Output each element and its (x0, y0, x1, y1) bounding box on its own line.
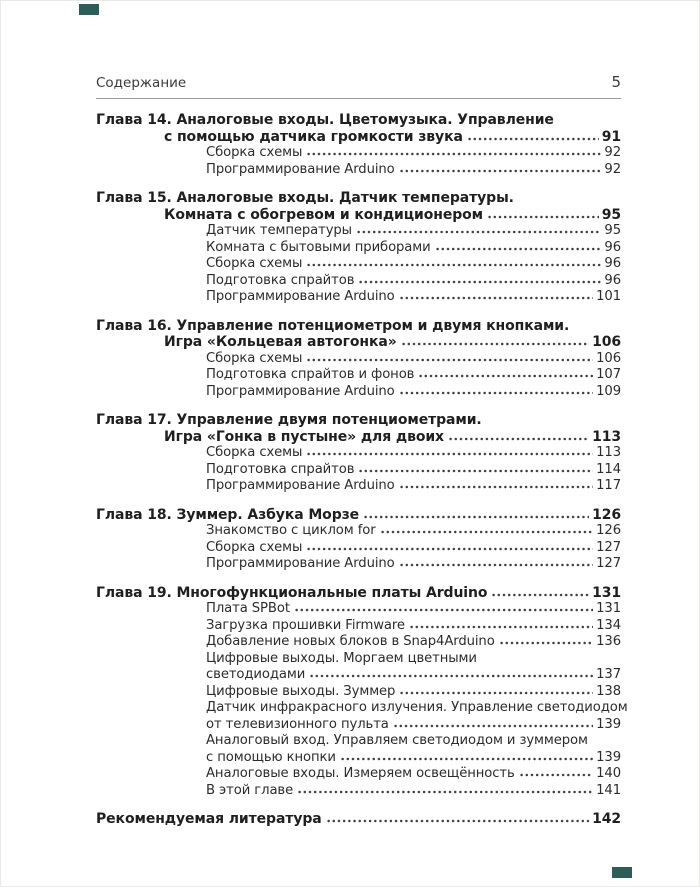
dot-leader (449, 437, 589, 441)
toc-entry (96, 584, 628, 800)
toc-entry-title: Рекомендуемая литература (96, 811, 322, 827)
toc-line (96, 367, 621, 384)
dot-leader (492, 593, 589, 597)
toc-sub-entry (96, 273, 621, 290)
toc-entry (96, 190, 621, 306)
toc-page-number: 140 (596, 766, 621, 781)
toc-line (96, 223, 621, 240)
toc-line (96, 256, 621, 273)
toc-line (96, 540, 621, 557)
toc-entry-title: Сборка схемы (206, 539, 303, 555)
toc-sub-entry (96, 700, 628, 733)
toc-page-number: 141 (596, 782, 621, 798)
toc-entry-title: Глава 14. Аналоговые входы. Цветомузыка. Управление (96, 112, 554, 128)
toc-sub-entry (96, 651, 621, 684)
toc-line (96, 523, 621, 540)
toc-header (96, 73, 621, 91)
toc-list (96, 112, 628, 828)
toc-page-number: 137 (596, 667, 621, 682)
toc-sub-entry (96, 145, 621, 162)
toc-sub-entry (96, 384, 621, 401)
toc-page-number: 106 (592, 334, 621, 350)
toc-entry-title: Комната с бытовыми приборами (206, 239, 431, 255)
toc-line (96, 811, 621, 828)
toc-page-number: 142 (592, 811, 621, 827)
toc-line (96, 318, 621, 335)
toc-line (96, 384, 621, 401)
dot-leader (364, 515, 589, 519)
toc-line (96, 273, 621, 290)
corner-mark-top (79, 4, 99, 15)
dot-leader (400, 391, 593, 395)
toc-page-number: 117 (596, 478, 621, 493)
toc-page-number: 138 (596, 683, 621, 699)
toc-page-number: 136 (596, 634, 621, 649)
dot-leader (307, 358, 593, 362)
dot-leader (400, 169, 602, 173)
toc-page-number: 91 (601, 128, 621, 145)
dot-leader (436, 247, 602, 251)
toc-page-number: 95 (604, 223, 621, 238)
dot-leader (500, 641, 593, 645)
toc-entry-title: Сборка схемы (206, 145, 303, 160)
toc-page-number: 106 (596, 350, 621, 366)
toc-page-number: 96 (604, 256, 621, 271)
toc-sub-entry (96, 618, 621, 635)
page-title: Содержание (96, 75, 187, 91)
toc-entry-title: Игра «Кольцевая автогонка» (164, 334, 397, 350)
toc-page-number: 127 (596, 556, 621, 571)
toc-line (96, 129, 621, 146)
dot-leader (307, 452, 593, 456)
dot-leader (307, 263, 601, 267)
toc-entry-title: Датчик инфракрасного излучения. Управление светодиодом (206, 700, 628, 715)
toc-entry-title: Программирование Arduino (206, 478, 395, 493)
toc-page-number: 101 (596, 289, 621, 304)
toc-line (96, 717, 621, 734)
toc-entry-title: Программирование Arduino (206, 556, 395, 571)
toc-sub-entry (96, 634, 621, 651)
toc-line (96, 445, 621, 462)
toc-entry-title: Аналоговые входы. Измеряем освещённость (206, 766, 515, 781)
toc-line (96, 766, 621, 783)
toc-entry-title: Подготовка спрайтов (206, 272, 355, 288)
toc-line (96, 478, 621, 495)
toc-page-number: 96 (604, 272, 621, 288)
toc-sub-entry (96, 601, 621, 618)
toc-entry (96, 318, 621, 401)
toc-sub-entry (96, 256, 621, 273)
toc-entry-title: Подготовка спрайтов (206, 461, 355, 477)
dot-leader (310, 674, 593, 678)
toc-line (96, 733, 621, 750)
dot-leader (359, 469, 593, 473)
corner-mark-bottom (612, 867, 632, 878)
toc-line (96, 601, 621, 618)
dot-leader (400, 296, 593, 300)
toc-page-number: 113 (592, 428, 621, 445)
toc-entry-title: В этой главе (206, 782, 294, 798)
page-content (96, 73, 628, 828)
toc-entry-title: Датчик температуры (206, 223, 352, 238)
header-rule (96, 98, 621, 99)
toc-sub-entry (96, 540, 621, 557)
toc-line (96, 783, 621, 800)
toc-line (96, 556, 621, 573)
toc-line (96, 429, 621, 446)
toc-page-number: 127 (596, 539, 621, 555)
toc-page-number: 126 (596, 523, 621, 538)
toc-entry-title: Плата SPBot (206, 601, 290, 616)
dot-leader (400, 563, 593, 567)
toc-page-number: 113 (596, 445, 621, 460)
dot-leader (357, 230, 601, 234)
toc-entry (96, 811, 621, 828)
toc-entry-title: с помощью датчика громкости звука (164, 128, 463, 145)
toc-page-number: 139 (596, 716, 621, 732)
toc-sub-entry (96, 684, 621, 701)
toc-sub-entry (96, 445, 621, 462)
toc-sub-entry (96, 766, 621, 783)
toc-line (96, 651, 621, 668)
toc-line (96, 351, 621, 368)
toc-entry-title: Сборка схемы (206, 256, 303, 271)
toc-line (96, 207, 621, 224)
toc-entry-title: Подготовка спрайтов и фонов (206, 367, 415, 382)
toc-line (96, 507, 621, 524)
toc-page-number: 96 (604, 239, 621, 255)
toc-line (96, 634, 621, 651)
toc-page-number: 92 (604, 145, 621, 160)
toc-sub-entry (96, 367, 621, 384)
toc-page-number: 95 (601, 206, 621, 223)
toc-entry-title: Глава 15. Аналоговые входы. Датчик температуры. (96, 190, 514, 206)
toc-entry-title: Глава 16. Управление потенциометром и двумя кнопками. (96, 317, 570, 334)
toc-line (96, 412, 621, 429)
toc-line (96, 700, 628, 717)
toc-sub-entry (96, 223, 621, 240)
toc-entry-title: Программирование Arduino (206, 289, 395, 304)
toc-entry-title: Цифровые выходы. Зуммер (206, 683, 396, 699)
dot-leader (400, 691, 593, 695)
toc-page-number: 92 (604, 161, 621, 177)
toc-entry-title: Программирование Arduino (206, 383, 395, 399)
toc-entry (96, 112, 621, 178)
toc-entry-title: Игра «Гонка в пустыне» для двоих (164, 428, 444, 445)
toc-line (96, 684, 621, 701)
dot-leader (298, 790, 593, 794)
toc-line (96, 112, 621, 129)
toc-page-number: 131 (592, 584, 621, 601)
dot-leader (327, 819, 589, 823)
toc-entry-title: Сборка схемы (206, 445, 303, 460)
toc-sub-entry (96, 556, 621, 573)
toc-sub-entry (96, 289, 621, 306)
toc-line (96, 289, 621, 306)
toc-entry-title: Сборка схемы (206, 350, 303, 366)
toc-page-number: 139 (596, 749, 621, 765)
dot-leader (419, 374, 593, 378)
toc-page-number: 134 (596, 617, 621, 633)
dot-leader (468, 137, 599, 141)
toc-line (96, 667, 621, 684)
toc-entry (96, 507, 621, 573)
toc-entry-title: Добавление новых блоков в Snap4Arduino (206, 634, 495, 649)
page-number: 5 (611, 73, 621, 91)
dot-leader (520, 773, 594, 777)
toc-entry-title: Глава 17. Управление двумя потенциометрами. (96, 412, 482, 428)
dot-leader (400, 485, 593, 489)
toc-entry (96, 412, 621, 495)
dot-leader (488, 215, 599, 219)
dot-leader (341, 757, 593, 761)
dot-leader (394, 724, 593, 728)
toc-page-number: 131 (596, 601, 621, 616)
toc-entry-title: Глава 19. Многофункциональные платы Arduino (96, 584, 488, 601)
toc-entry-title: с помощью кнопки (206, 749, 336, 765)
toc-sub-entry (96, 733, 621, 766)
dot-leader (402, 342, 589, 346)
toc-line (96, 240, 621, 257)
toc-line (96, 462, 621, 479)
dot-leader (295, 608, 593, 612)
toc-sub-entry (96, 351, 621, 368)
toc-line (96, 585, 621, 602)
toc-sub-entry (96, 162, 621, 179)
toc-sub-entry (96, 478, 621, 495)
toc-sub-entry (96, 462, 621, 479)
toc-entry-title: Программирование Arduino (206, 161, 395, 177)
toc-entry-title: Цифровые выходы. Моргаем цветными (206, 650, 477, 666)
toc-entry-title: от телевизионного пульта (206, 716, 389, 732)
toc-line (96, 162, 621, 179)
toc-page-number: 126 (592, 506, 621, 523)
toc-entry-title: Глава 18. Зуммер. Азбука Морзе (96, 506, 360, 523)
toc-line (96, 334, 621, 351)
toc-line (96, 750, 621, 767)
toc-sub-entry (96, 783, 621, 800)
toc-page-number: 109 (596, 383, 621, 399)
toc-entry-title: светодиодами (206, 667, 306, 682)
toc-entry-title: Аналоговый вход. Управляем светодиодом и зуммером (206, 733, 588, 748)
toc-line (96, 618, 621, 635)
toc-entry-title: Знакомство с циклом for (206, 523, 376, 538)
dot-leader (307, 547, 593, 551)
dot-leader (410, 625, 593, 629)
toc-line (96, 145, 621, 162)
toc-line (96, 190, 621, 207)
toc-entry-title: Комната с обогревом и кондиционером (164, 206, 484, 223)
toc-sub-entry (96, 523, 621, 540)
dot-leader (307, 152, 601, 156)
dot-leader (381, 530, 594, 534)
toc-page-number: 114 (596, 461, 621, 477)
toc-sub-entry (96, 240, 621, 257)
dot-leader (359, 280, 601, 284)
toc-entry-title: Загрузка прошивки Firmware (206, 617, 405, 633)
toc-page-number: 107 (596, 367, 621, 382)
